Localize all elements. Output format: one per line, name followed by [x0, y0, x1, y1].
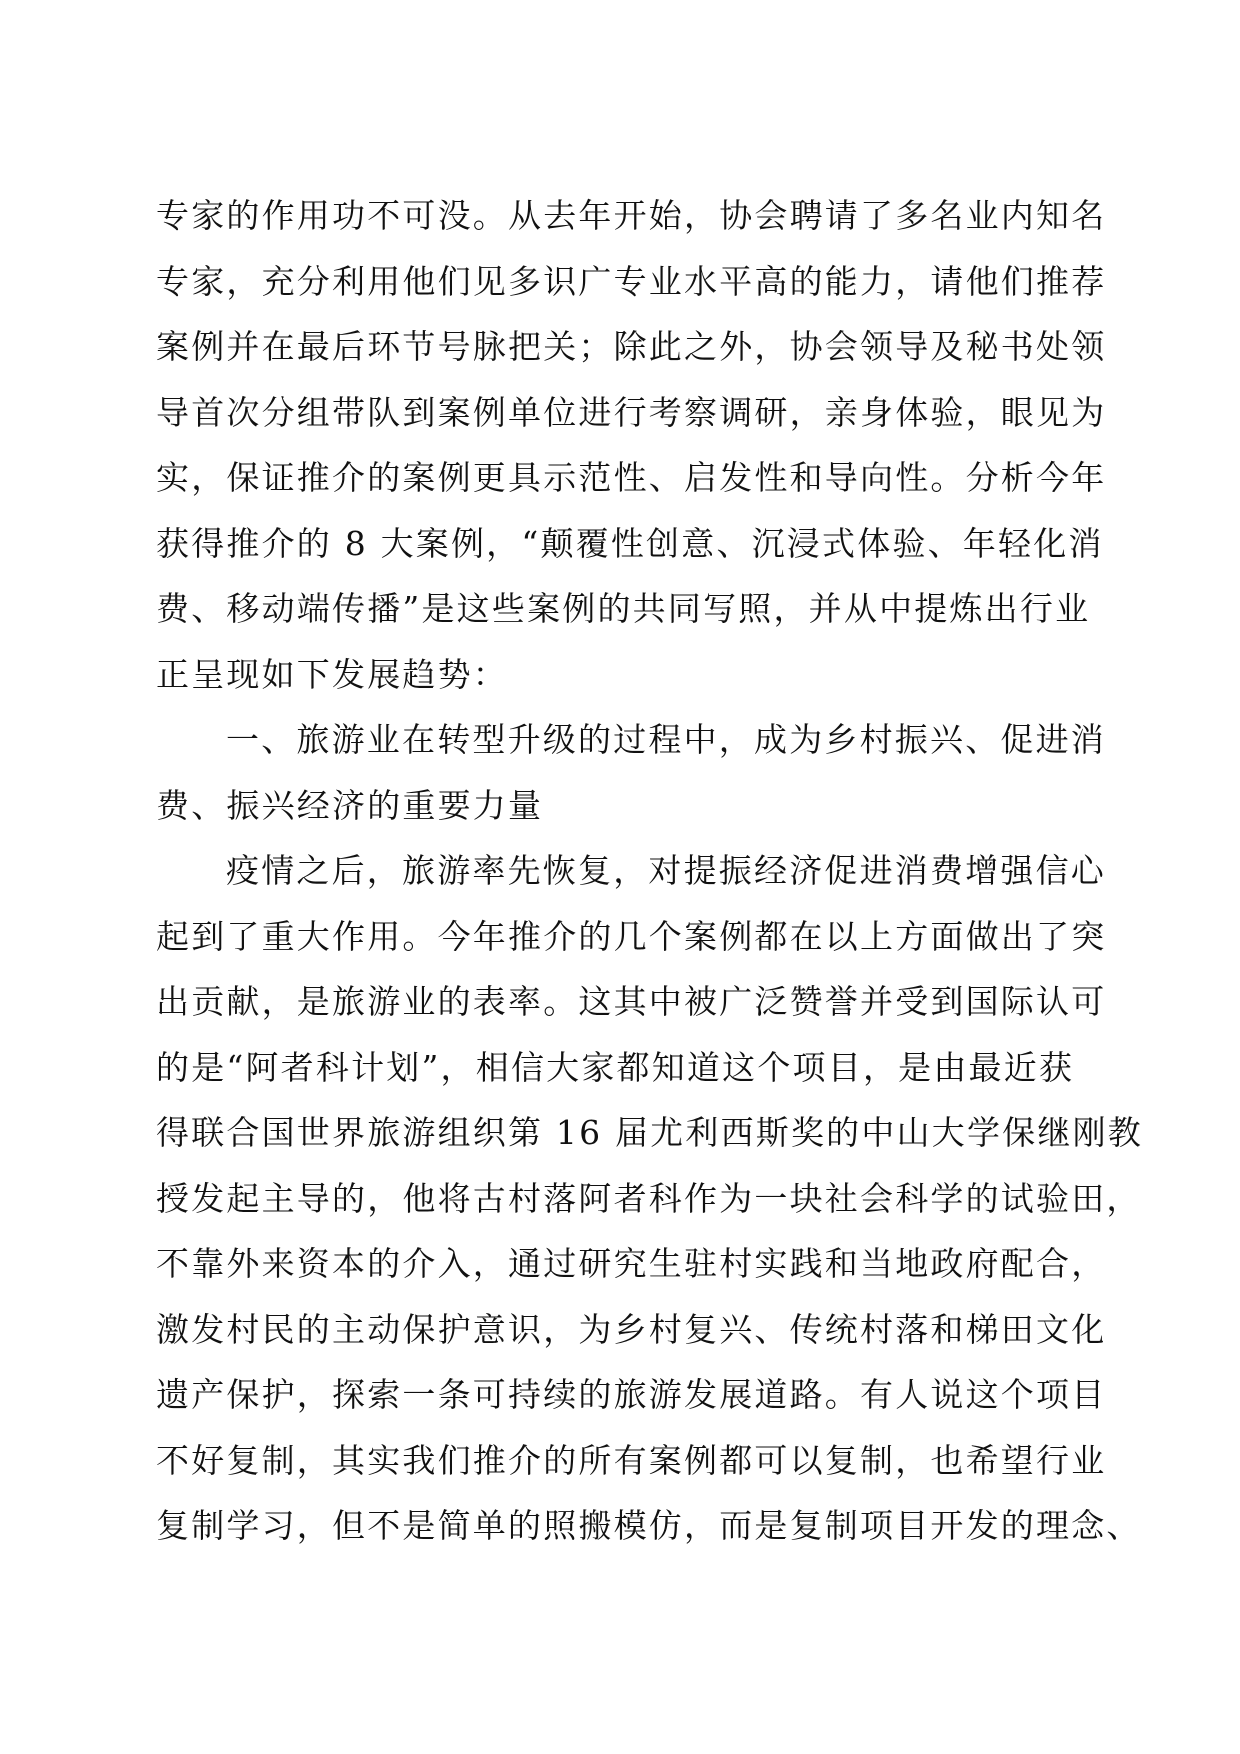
- section-heading-line: 费、振兴经济的重要力量: [156, 785, 544, 825]
- text-line: 费、移动端传播”是这些案例的共同写照，并从中提炼出行业: [156, 589, 1091, 628]
- text-line: 遗产保护，探索一条可持续的旅游发展道路。有人说这个项目: [156, 1375, 1107, 1414]
- text-line: 导首次分组带队到案例单位进行考察调研，亲身体验，眼见为: [156, 392, 1107, 432]
- text-line: 专家的作用功不可没。从去年开始，协会聘请了多名业内知名: [156, 196, 1107, 235]
- text-line: 起到了重大作用。今年推介的几个案例都在以上方面做出了突: [156, 916, 1107, 956]
- text-line: 得联合国世界旅游组织第 16 届尤利西斯奖的中山大学保继刚教: [156, 1113, 1143, 1152]
- text-line: 的是“阿者科计划”，相信大家都知道这个项目，是由最近获: [156, 1047, 1075, 1087]
- text-line: 不好复制，其实我们推介的所有案例都可以复制，也希望行业: [156, 1440, 1107, 1480]
- paragraph-start-line: 疫情之后，旅游率先恢复，对提振经济促进消费增强信心: [226, 851, 1106, 890]
- text-line: 案例并在最后环节号脉把关；除此之外，协会领导及秘书处领: [156, 327, 1107, 366]
- text-line: 实，保证推介的案例更具示范性、启发性和导向性。分析今年: [156, 458, 1107, 497]
- text-line: 激发村民的主动保护意识，为乡村复兴、传统村落和梯田文化: [156, 1309, 1107, 1349]
- text-line: 复制学习，但不是简单的照搬模仿，而是复制项目开发的理念、: [156, 1506, 1142, 1545]
- text-line: 不靠外来资本的介入，通过研究生驻村实践和当地政府配合，: [156, 1244, 1107, 1283]
- body-text: [156, 183, 1143, 1559]
- text-line: 授发起主导的，他将古村落阿者科作为一块社会科学的试验田，: [156, 1178, 1142, 1218]
- text-line: 正呈现如下发展趋势：: [156, 654, 508, 694]
- text-line: 出贡献，是旅游业的表率。这其中被广泛赞誉并受到国际认可: [156, 982, 1107, 1021]
- section-heading-line: 一、旅游业在转型升级的过程中，成为乡村振兴、促进消: [226, 720, 1106, 759]
- text-line: 获得推介的 8 大案例，“颠覆性创意、沉浸式体验、年轻化消: [156, 523, 1104, 563]
- text-line: 专家，充分利用他们见多识广专业水平高的能力，请他们推荐: [156, 261, 1107, 301]
